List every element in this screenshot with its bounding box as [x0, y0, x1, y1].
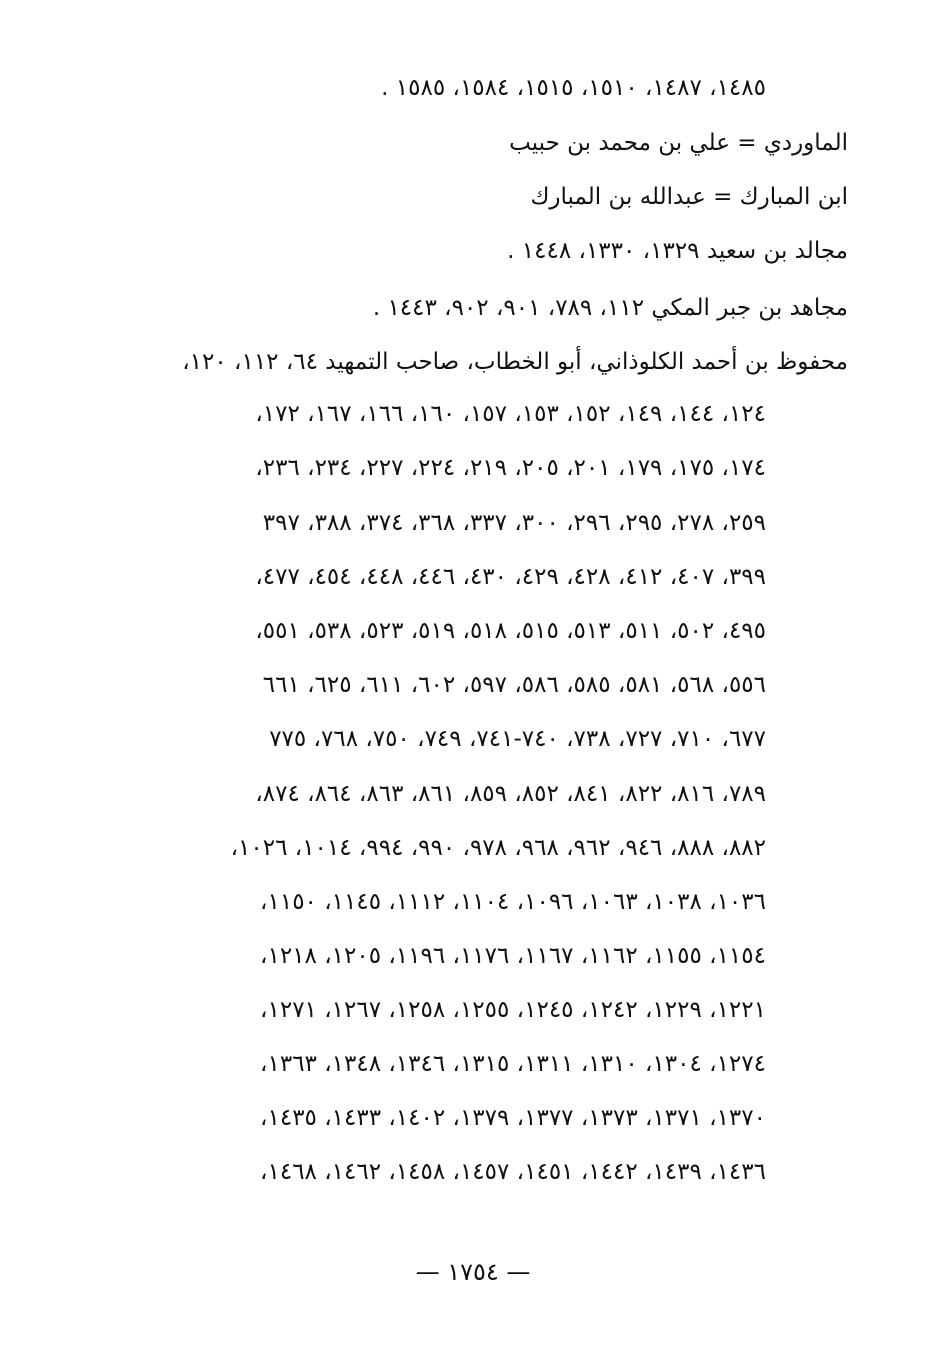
index-line-continuation: ١٤٣٦، ١٤٣٩، ١٤٤٢، ١٤٥١، ١٤٥٧، ١٤٥٨، ١٤٦٢، ١٤٦٨،	[260, 1159, 766, 1185]
index-line-continuation: ٧٨٩، ٨١٦، ٨٢٢، ٨٤١، ٨٥٢، ٨٥٩، ٨٦١، ٨٦٣، ٨٦٤، ٨٧٤،	[255, 781, 766, 807]
index-line-continuation: ٥٥٦، ٥٦٨، ٥٨١، ٥٨٥، ٥٨٦، ٥٩٧، ٦٠٢، ٦١١، ٦٢٥، ٦٦١	[262, 672, 766, 698]
index-line-continuation: ١١٥٤، ١١٥٥، ١١٦٢، ١١٦٧، ١١٧٦، ١١٩٦، ١٢٠٥، ١٢١٨،	[260, 943, 766, 969]
index-line-continuation: ١٠٣٦، ١٠٣٨، ١٠٦٣، ١٠٩٦، ١١٠٤، ١١١٢، ١١٤٥، ١١٥٠،	[260, 889, 766, 915]
index-line-continuation: ٢٥٩، ٢٧٨، ٢٩٥، ٢٩٦، ٣٠٠، ٣٣٧، ٣٦٨، ٣٧٤، ٣٨٨، ٣٩٧	[262, 510, 766, 536]
index-entry-mujalid: مجالد بن سعيد ١٣٢٩، ١٣٣٠، ١٤٤٨ .	[507, 238, 848, 264]
index-entry-mawardi: الماوردي = علي بن محمد بن حبيب	[509, 130, 848, 156]
index-line-continuation: ٦٧٧، ٧١٠، ٧٢٧، ٧٣٨، ٧٤٠-٧٤١، ٧٤٩، ٧٥٠، ٧٦٨، ٧٧٥	[269, 726, 766, 752]
index-line-continuation: ٨٨٢، ٨٨٨، ٩٤٦، ٩٦٢، ٩٦٨، ٩٧٨، ٩٩٠، ٩٩٤، ١٠١٤، ١٠٢٦،	[230, 835, 766, 861]
page-number: — ١٧٥٤ —	[415, 1258, 531, 1286]
index-line-continuation: ١٢٤، ١٤٤، ١٤٩، ١٥٢، ١٥٣، ١٥٧، ١٦٠، ١٦٦، ١٦٧، ١٧٢،	[255, 401, 766, 427]
index-entry-mujahid: مجاهد بن جبر المكي ١١٢، ٧٨٩، ٩٠١، ٩٠٢، ١٤٤٣ .	[372, 295, 848, 321]
index-line-continuation: ٣٩٩، ٤٠٧، ٤١٢، ٤٢٨، ٤٢٩، ٤٣٠، ٤٤٦، ٤٤٨، ٤٥٤، ٤٧٧،	[255, 564, 766, 590]
index-line-continuation: ١٤٨٥، ١٤٨٧، ١٥١٠، ١٥١٥، ١٥٨٤، ١٥٨٥ .	[381, 75, 766, 101]
index-line-continuation: ١٣٧٠، ١٣٧١، ١٣٧٣، ١٣٧٧، ١٣٧٩، ١٤٠٢، ١٤٣٣، ١٤٣٥،	[260, 1105, 766, 1131]
index-line-continuation: ١٢٢١، ١٢٢٩، ١٢٤٢، ١٢٤٥، ١٢٥٥، ١٢٥٨، ١٢٦٧، ١٢٧١،	[260, 997, 766, 1023]
index-entry-ibn-mubarak: ابن المبارك = عبدالله بن المبارك	[530, 184, 848, 210]
index-entry-mahfuz: محفوظ بن أحمد الكلوذاني، أبو الخطاب، صاحب التمهيد ٦٤، ١١٢، ١٢٠،	[182, 349, 848, 375]
index-line-continuation: ١٢٧٤، ١٣٠٤، ١٣١٠، ١٣١١، ١٣١٥، ١٣٤٦، ١٣٤٨، ١٣٦٣،	[260, 1051, 766, 1077]
index-line-continuation: ٤٩٥، ٥٠٢، ٥١١، ٥١٣، ٥١٥، ٥١٨، ٥١٩، ٥٢٣، ٥٣٨، ٥٥١،	[255, 618, 766, 644]
index-line-continuation: ١٧٤، ١٧٥، ١٧٩، ٢٠١، ٢٠٥، ٢١٩، ٢٢٤، ٢٢٧، ٢٣٤، ٢٣٦،	[255, 455, 766, 481]
